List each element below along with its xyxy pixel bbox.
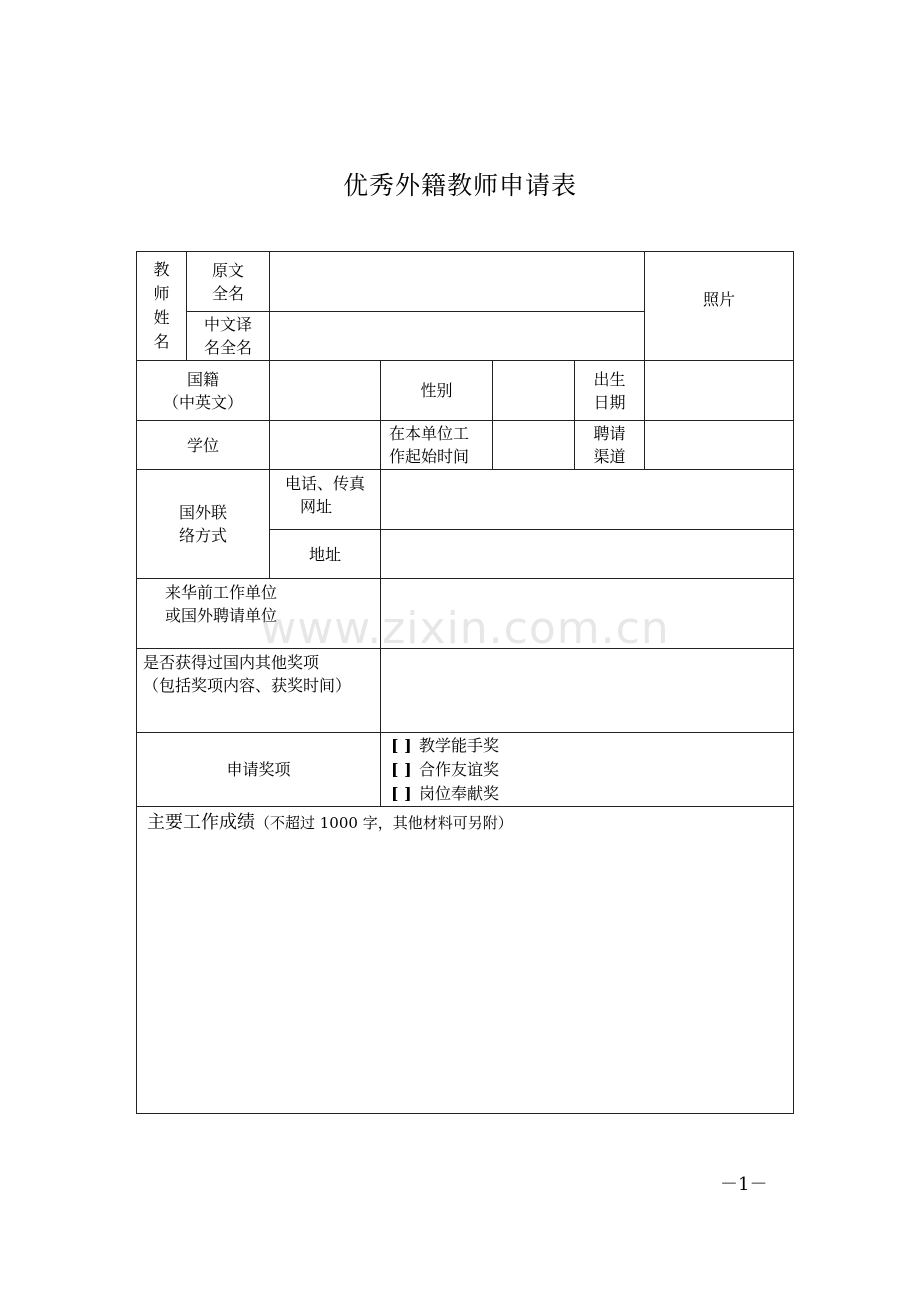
- teacher-name-label: 教 师 姓 名: [137, 252, 187, 361]
- chinese-name-field[interactable]: [270, 312, 645, 361]
- award-checkbox[interactable]: [ ]: [391, 760, 412, 779]
- award-option-teaching[interactable]: [ ] 教学能手奖: [381, 734, 793, 758]
- achievements-title: 主要工作成绩: [147, 812, 255, 833]
- gender-field[interactable]: [493, 361, 575, 421]
- achievements-note: （不超过 1000 字，其他材料可另附）: [255, 814, 513, 832]
- birth-date-field[interactable]: [645, 361, 794, 421]
- application-form-table: [136, 251, 794, 1114]
- address-label: 地址: [270, 530, 381, 579]
- achievements-field[interactable]: [137, 807, 794, 1114]
- degree-field[interactable]: [270, 421, 381, 470]
- gender-label: 性别: [381, 361, 493, 421]
- phone-fax-web-field[interactable]: [381, 470, 794, 530]
- address-field[interactable]: [381, 530, 794, 579]
- chinese-name-label: 中文译 名全名: [187, 312, 270, 361]
- phone-fax-web-label: 电话、传真 网址: [270, 470, 381, 530]
- original-name-field[interactable]: [270, 252, 645, 312]
- previous-employer-label: 来华前工作单位 或国外聘请单位: [137, 579, 381, 649]
- other-awards-field[interactable]: [381, 649, 794, 733]
- recruit-channel-field[interactable]: [645, 421, 794, 470]
- watermark: www.zixin.com.cn: [260, 603, 670, 654]
- page-number: －1－: [720, 1174, 768, 1195]
- work-start-field[interactable]: [493, 421, 575, 470]
- award-options: [381, 733, 794, 807]
- degree-label: 学位: [137, 421, 270, 470]
- birth-date-label: 出生 日期: [575, 361, 645, 421]
- foreign-contact-label: 国外联 络方式: [137, 470, 270, 579]
- recruit-channel-label: 聘请 渠道: [575, 421, 645, 470]
- nationality-field[interactable]: [270, 361, 381, 421]
- award-option-dedication[interactable]: [ ] 岗位奉献奖: [381, 782, 793, 806]
- other-awards-label: 是否获得过国内其他奖项 （包括奖项内容、获奖时间）: [137, 649, 381, 733]
- original-name-label: 原文 全名: [187, 252, 270, 312]
- award-option-cooperation[interactable]: [ ] 合作友谊奖: [381, 758, 793, 782]
- award-checkbox[interactable]: [ ]: [391, 784, 412, 803]
- award-apply-label: 申请奖项: [137, 733, 381, 807]
- nationality-label: 国籍 （中英文）: [137, 361, 270, 421]
- work-start-label: 在本单位工 作起始时间: [381, 421, 493, 470]
- previous-employer-field[interactable]: [381, 579, 794, 649]
- award-checkbox[interactable]: [ ]: [391, 736, 412, 755]
- page-title: 优秀外籍教师申请表: [342, 171, 577, 200]
- photo-box[interactable]: 照片: [645, 252, 794, 361]
